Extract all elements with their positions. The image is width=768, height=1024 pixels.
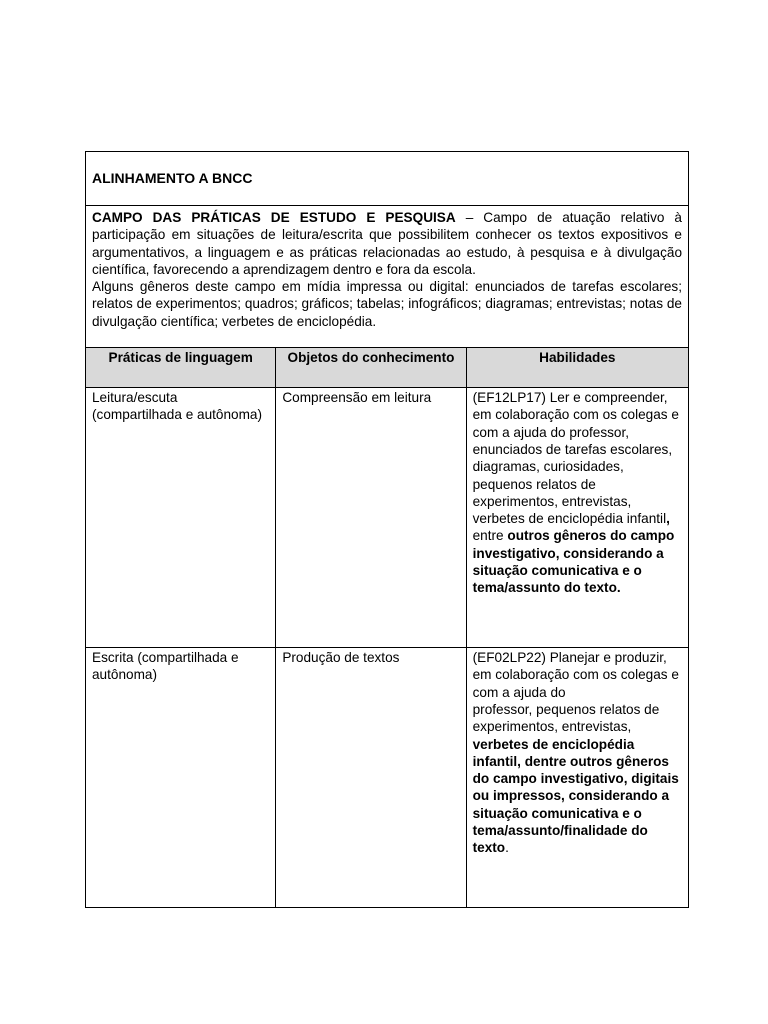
skill-comma: , bbox=[666, 511, 670, 527]
header-row bbox=[86, 348, 689, 388]
practice-cell: Leitura/escuta (compartilhada e autônoma) bbox=[86, 388, 276, 648]
campo-description: – Campo de atuação relativo à participação em situações de leitura/escrita que possibilitem conhecer os textos expositivos e argumentativos, a linguagem e as práticas relacionadas ao estudo, à pesquisa e à divulgação científica, favorecendo a aprendizagem dentro e fora da escola. bbox=[92, 210, 682, 277]
table-row bbox=[86, 388, 689, 648]
skill-text-mid: entre bbox=[472, 528, 504, 544]
campo-heading: CAMPO DAS PRÁTICAS DE ESTUDO E PESQUISA bbox=[92, 210, 456, 225]
skill-cell bbox=[466, 648, 688, 908]
skill-bold-text: outros gêneros do campo investigativo, considerando a situação comunicativa e o tema/assunto do texto. bbox=[472, 528, 675, 596]
campo-genres: Alguns gêneros deste campo em mídia impressa ou digital: enunciados de tarefas escolares; relatos de experimentos; quadros; gráficos; tabelas; infográficos; diagramas; entrevistas; notas de divulgação científica; verbetes de enciclopédia. bbox=[92, 279, 682, 329]
practice-cell: Escrita (compartilhada e autônoma) bbox=[86, 648, 276, 908]
skill-text: (EF12LP17) Ler e compreender, em colaboração com os colegas e com a ajuda do professor, enunciados de tarefas escolares, diagramas, curiosidades, pequenos relatos de experimentos, entrevistas, verbetes de enciclopédia infantil bbox=[472, 390, 679, 527]
header-objetos: Objetos do conhecimento bbox=[276, 348, 466, 388]
table-title: ALINHAMENTO A BNCC bbox=[86, 152, 689, 206]
skill-bold-text: verbetes de enciclopédia infantil, dentre outros gêneros do campo investigativo, digitais ou impressos, considerando a situação comunicativa e o tema/assunto/finalidade do texto bbox=[472, 736, 679, 856]
skill-cell bbox=[466, 388, 688, 648]
skill-end: . bbox=[505, 840, 509, 856]
table-row bbox=[86, 648, 689, 908]
header-praticas: Práticas de linguagem bbox=[86, 348, 276, 388]
header-habilidades: Habilidades bbox=[466, 348, 688, 388]
object-cell: Compreensão em leitura bbox=[276, 388, 466, 648]
bncc-table bbox=[85, 151, 689, 908]
campo-paragraph bbox=[92, 209, 682, 278]
campo-description-cell bbox=[86, 206, 689, 348]
skill-text-2: professor, pequenos relatos de experimentos, entrevistas, bbox=[472, 701, 660, 735]
object-cell: Produção de textos bbox=[276, 648, 466, 908]
skill-text: (EF02LP22) Planejar e produzir, em colaboração com os colegas e com a ajuda do bbox=[472, 650, 679, 700]
